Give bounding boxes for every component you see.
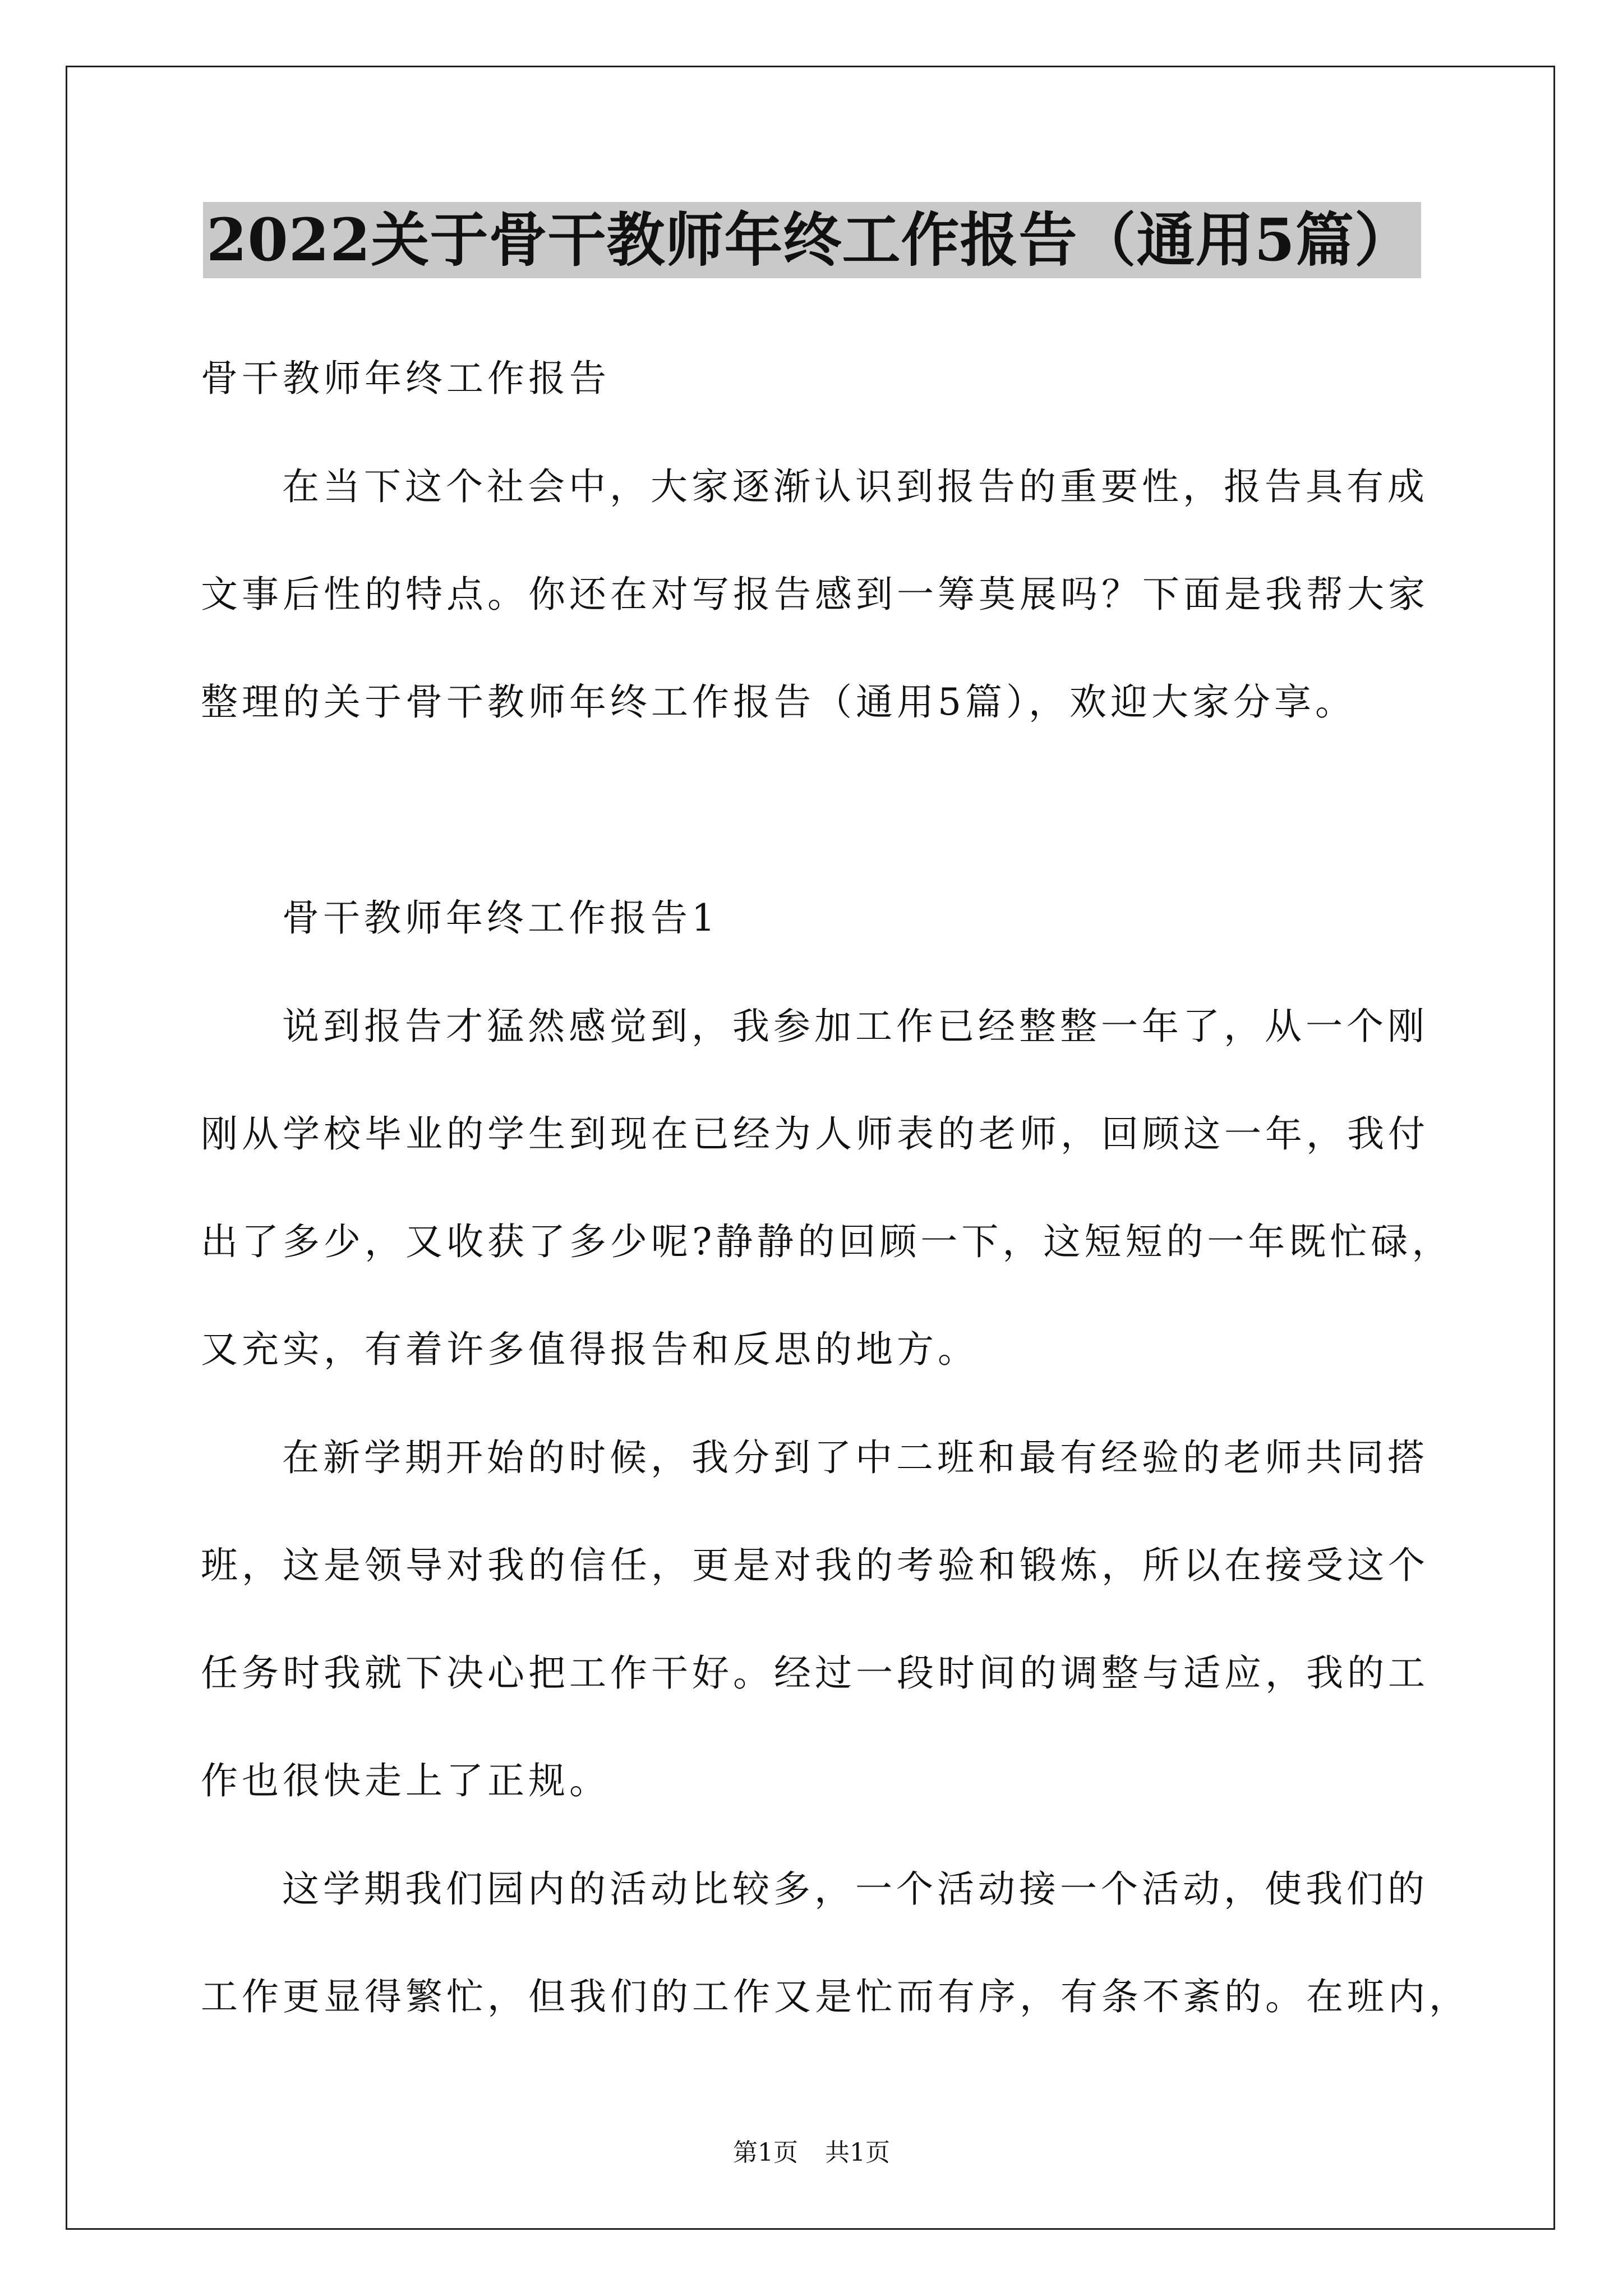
page-total: 共1页	[825, 2138, 890, 2167]
paragraph-line: 又充实，有着许多值得报告和反思的地方。	[201, 1328, 979, 1371]
page-number: 第1页	[733, 2138, 798, 2167]
paragraph-line: 这学期我们园内的活动比较多，一个活动接一个活动，使我们的	[282, 1867, 1428, 1911]
paragraph-line: 任务时我就下决心把工作干好。经过一段时间的调整与适应，我的工	[201, 1651, 1429, 1695]
page-footer	[0, 2136, 1623, 2170]
paragraph-line: 整理的关于骨干教师年终工作报告（通用5篇），欢迎大家分享。	[201, 680, 1356, 724]
paragraph-line: 班，这是领导对我的信任，更是对我的考验和锻炼，所以在接受这个	[201, 1544, 1429, 1587]
paragraph-line: 出了多少，又收获了多少呢?静静的回顾一下，这短短的一年既忙碌，	[201, 1220, 1453, 1263]
section-heading: 骨干教师年终工作报告	[201, 357, 610, 400]
paragraph-line: 刚从学校毕业的学生到现在已经为人师表的老师，回顾这一年，我付	[201, 1112, 1429, 1156]
paragraph-line: 在新学期开始的时候，我分到了中二班和最有经验的老师共同搭	[282, 1436, 1428, 1479]
paragraph-line: 文事后性的特点。你还在对写报告感到一筹莫展吗？下面是我帮大家	[201, 573, 1429, 616]
paragraph-line: 作也很快走上了正规。	[201, 1759, 610, 1802]
paragraph-line: 工作更显得繁忙，但我们的工作又是忙而有序，有条不紊的。在班内，	[201, 1975, 1470, 2018]
document-title: 2022关于骨干教师年终工作报告（通用5篇）	[203, 202, 1421, 278]
paragraph-line: 说到报告才猛然感觉到，我参加工作已经整整一年了，从一个刚	[282, 1005, 1428, 1048]
paragraph-line: 在当下这个社会中，大家逐渐认识到报告的重要性，报告具有成	[282, 465, 1428, 508]
subsection-heading: 骨干教师年终工作报告1	[282, 896, 719, 940]
